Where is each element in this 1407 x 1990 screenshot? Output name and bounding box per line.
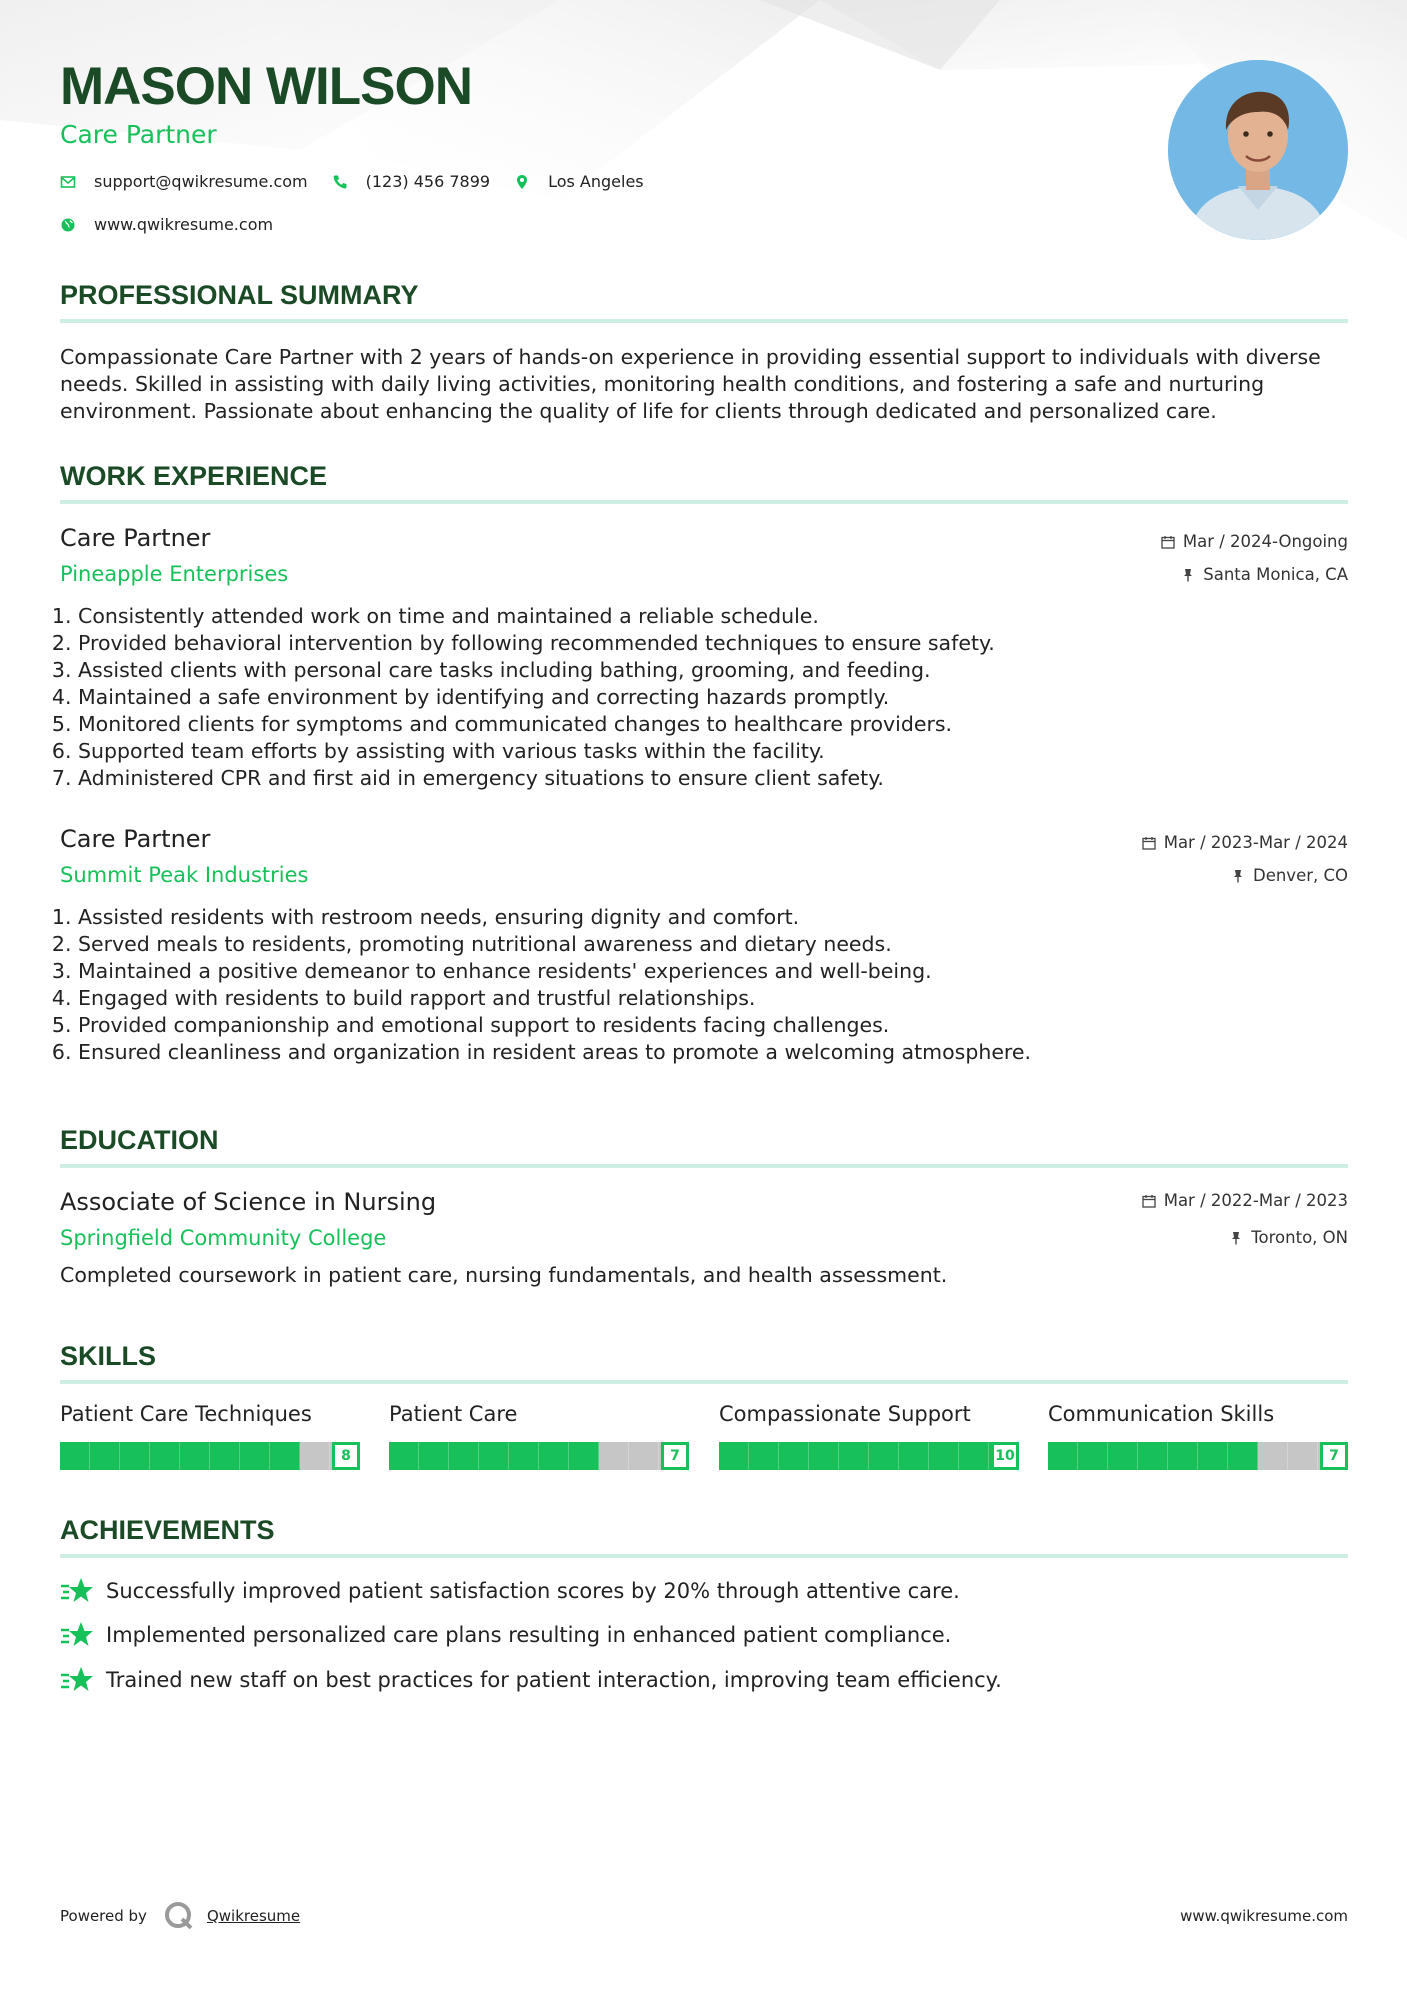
skill-segment xyxy=(809,1442,839,1470)
skill-segment xyxy=(539,1442,569,1470)
star-icon xyxy=(60,1665,94,1695)
skill-segment xyxy=(1198,1442,1228,1470)
school-name: Springfield Community College xyxy=(60,1226,387,1250)
education-location xyxy=(1229,1228,1348,1247)
skill-level-bar xyxy=(719,1442,1019,1470)
skill-segment xyxy=(509,1442,539,1470)
list-item: 1. Assisted residents with restroom needs, ensuring dignity and comfort. xyxy=(78,904,1338,931)
skills-heading: SKILLS xyxy=(60,1341,1348,1384)
skill-segment xyxy=(629,1442,659,1470)
skill-segment xyxy=(180,1442,210,1470)
list-item: 5. Monitored clients for symptoms and communicated changes to healthcare providers. xyxy=(78,711,1338,738)
skill-segment xyxy=(270,1442,300,1470)
skill-name: Compassionate Support xyxy=(719,1402,971,1426)
skill-segment xyxy=(1168,1442,1198,1470)
list-item: 4. Maintained a safe environment by identifying and correcting hazards promptly. xyxy=(78,684,1338,711)
skill-level-badge: 8 xyxy=(332,1442,360,1470)
education-location-text: Toronto, ON xyxy=(1251,1228,1348,1247)
list-item: 2. Served meals to residents, promoting nutritional awareness and dietary needs. xyxy=(78,931,1338,958)
location-text: Los Angeles xyxy=(548,172,644,191)
candidate-name: MASON WILSON xyxy=(60,57,472,116)
skill-name: Communication Skills xyxy=(1048,1402,1275,1426)
skill-item xyxy=(60,1402,360,1470)
skill-item xyxy=(719,1402,1019,1470)
website-text: www.qwikresume.com xyxy=(94,215,274,234)
skill-segment xyxy=(1048,1442,1078,1470)
job-dates xyxy=(1142,833,1348,852)
skill-level-bar xyxy=(60,1442,360,1470)
skill-segment xyxy=(120,1442,150,1470)
star-icon xyxy=(60,1576,94,1606)
skill-level-bar xyxy=(389,1442,689,1470)
star-icon xyxy=(60,1620,94,1650)
skill-segment xyxy=(389,1442,419,1470)
phone-icon xyxy=(332,174,348,190)
skill-segment xyxy=(929,1442,959,1470)
job-dates-text: Mar / 2023-Mar / 2024 xyxy=(1163,833,1348,852)
education-description: Completed coursework in patient care, nursing fundamentals, and health assessment. xyxy=(60,1263,948,1287)
candidate-role: Care Partner xyxy=(60,120,217,149)
education-heading: EDUCATION xyxy=(60,1125,1348,1168)
skill-segment xyxy=(839,1442,869,1470)
skill-name: Patient Care Techniques xyxy=(60,1402,312,1426)
skill-segment xyxy=(240,1442,270,1470)
contact-row-2 xyxy=(60,215,297,234)
contact-email[interactable] xyxy=(60,172,308,191)
skill-segment xyxy=(1078,1442,1108,1470)
education-dates-text: Mar / 2022-Mar / 2023 xyxy=(1163,1191,1348,1210)
qwikresume-logo-icon xyxy=(163,1900,195,1932)
job-bullets xyxy=(60,603,1338,792)
skill-segment xyxy=(1138,1442,1168,1470)
job-company: Summit Peak Industries xyxy=(60,863,309,887)
avatar xyxy=(1168,60,1348,240)
list-item: 2. Provided behavioral intervention by following recommended techniques to ensure safety. xyxy=(78,630,1338,657)
skill-segment xyxy=(959,1442,989,1470)
skill-segment xyxy=(599,1442,629,1470)
skill-level-badge: 7 xyxy=(661,1442,689,1470)
skill-segment xyxy=(300,1442,330,1470)
skill-segment xyxy=(749,1442,779,1470)
skill-segment xyxy=(419,1442,449,1470)
skill-level-bar xyxy=(1048,1442,1348,1470)
achievement-text: Trained new staff on best practices for patient interaction, improving team efficiency. xyxy=(106,1668,1002,1692)
job-bullets xyxy=(60,904,1338,1066)
skill-segment xyxy=(449,1442,479,1470)
list-item: 7. Administered CPR and first aid in emergency situations to ensure client safety. xyxy=(78,765,1338,792)
pushpin-icon xyxy=(1181,568,1195,582)
contact-website[interactable] xyxy=(60,215,273,234)
calendar-icon xyxy=(1142,1194,1156,1208)
pushpin-icon xyxy=(1231,869,1245,883)
job-location-text: Santa Monica, CA xyxy=(1203,565,1348,584)
map-pin-icon xyxy=(514,174,530,190)
job-title: Care Partner xyxy=(60,524,211,552)
list-item: 3. Maintained a positive demeanor to enhance residents' experiences and well-being. xyxy=(78,958,1338,985)
job-dates xyxy=(1161,532,1348,551)
job-location xyxy=(1181,565,1348,584)
skill-segment xyxy=(779,1442,809,1470)
skill-segment xyxy=(210,1442,240,1470)
job-location xyxy=(1231,866,1348,885)
summary-heading: PROFESSIONAL SUMMARY xyxy=(60,280,1348,323)
skill-segment xyxy=(1258,1442,1288,1470)
skill-segment xyxy=(60,1442,90,1470)
qwikresume-link[interactable]: Qwikresume xyxy=(206,1907,301,1925)
skill-item xyxy=(389,1402,689,1470)
skill-segment xyxy=(569,1442,599,1470)
job-title: Care Partner xyxy=(60,825,211,853)
degree-title: Associate of Science in Nursing xyxy=(60,1188,437,1216)
skill-level-badge: 7 xyxy=(1320,1442,1348,1470)
job-location-text: Denver, CO xyxy=(1252,866,1348,885)
calendar-icon xyxy=(1142,836,1156,850)
footer-website[interactable]: www.qwikresume.com xyxy=(1180,1907,1348,1925)
profile-photo xyxy=(1168,60,1348,240)
email-text: support@qwikresume.com xyxy=(94,172,308,191)
skill-name: Patient Care xyxy=(389,1402,518,1426)
envelope-icon xyxy=(60,174,76,190)
contact-location xyxy=(514,172,644,191)
achievement-item xyxy=(60,1576,960,1606)
achievements-heading: ACHIEVEMENTS xyxy=(60,1515,1348,1558)
skill-segment xyxy=(869,1442,899,1470)
achievement-text: Successfully improved patient satisfaction scores by 20% through attentive care. xyxy=(106,1579,960,1603)
achievement-text: Implemented personalized care plans resulting in enhanced patient compliance. xyxy=(106,1623,952,1647)
skill-segment xyxy=(1228,1442,1258,1470)
skill-level-badge: 10 xyxy=(991,1442,1019,1470)
experience-heading: WORK EXPERIENCE xyxy=(60,461,1348,504)
skill-item xyxy=(1048,1402,1348,1470)
skill-segment xyxy=(899,1442,929,1470)
skill-segment xyxy=(1108,1442,1138,1470)
education-dates xyxy=(1142,1191,1348,1210)
contact-phone[interactable] xyxy=(332,172,490,191)
achievement-item xyxy=(60,1620,951,1650)
skill-segment xyxy=(150,1442,180,1470)
list-item: 4. Engaged with residents to build rapport and trustful relationships. xyxy=(78,985,1338,1012)
skill-segment xyxy=(1288,1442,1318,1470)
skill-segment xyxy=(479,1442,509,1470)
list-item: 6. Supported team efforts by assisting with various tasks within the facility. xyxy=(78,738,1338,765)
calendar-icon xyxy=(1161,535,1175,549)
globe-icon xyxy=(60,217,76,233)
powered-by-label: Powered by xyxy=(60,1907,147,1925)
skill-segment xyxy=(719,1442,749,1470)
skill-segment xyxy=(90,1442,120,1470)
list-item: 5. Provided companionship and emotional support to residents facing challenges. xyxy=(78,1012,1338,1039)
list-item: 6. Ensured cleanliness and organization in resident areas to promote a welcoming atmosphere. xyxy=(78,1039,1338,1066)
list-item: 3. Assisted clients with personal care tasks including bathing, grooming, and feeding. xyxy=(78,657,1338,684)
pushpin-icon xyxy=(1229,1231,1243,1245)
job-dates-text: Mar / 2024-Ongoing xyxy=(1182,532,1348,551)
job-company: Pineapple Enterprises xyxy=(60,562,289,586)
contact-row xyxy=(60,172,668,191)
phone-text: (123) 456 7899 xyxy=(365,172,491,191)
summary-text: Compassionate Care Partner with 2 years of hands-on experience in providing essential support to individuals with diverse needs. Skilled in assisting with daily living activities, monitoring health conditions, and fostering a safe and nurturing environment. Passionate about enhancing the quality of life for clients through dedicated and personalized care. xyxy=(60,345,1321,423)
footer-powered-by xyxy=(60,1900,300,1932)
list-item: 1. Consistently attended work on time and maintained a reliable schedule. xyxy=(78,603,1338,630)
achievement-item xyxy=(60,1665,1002,1695)
